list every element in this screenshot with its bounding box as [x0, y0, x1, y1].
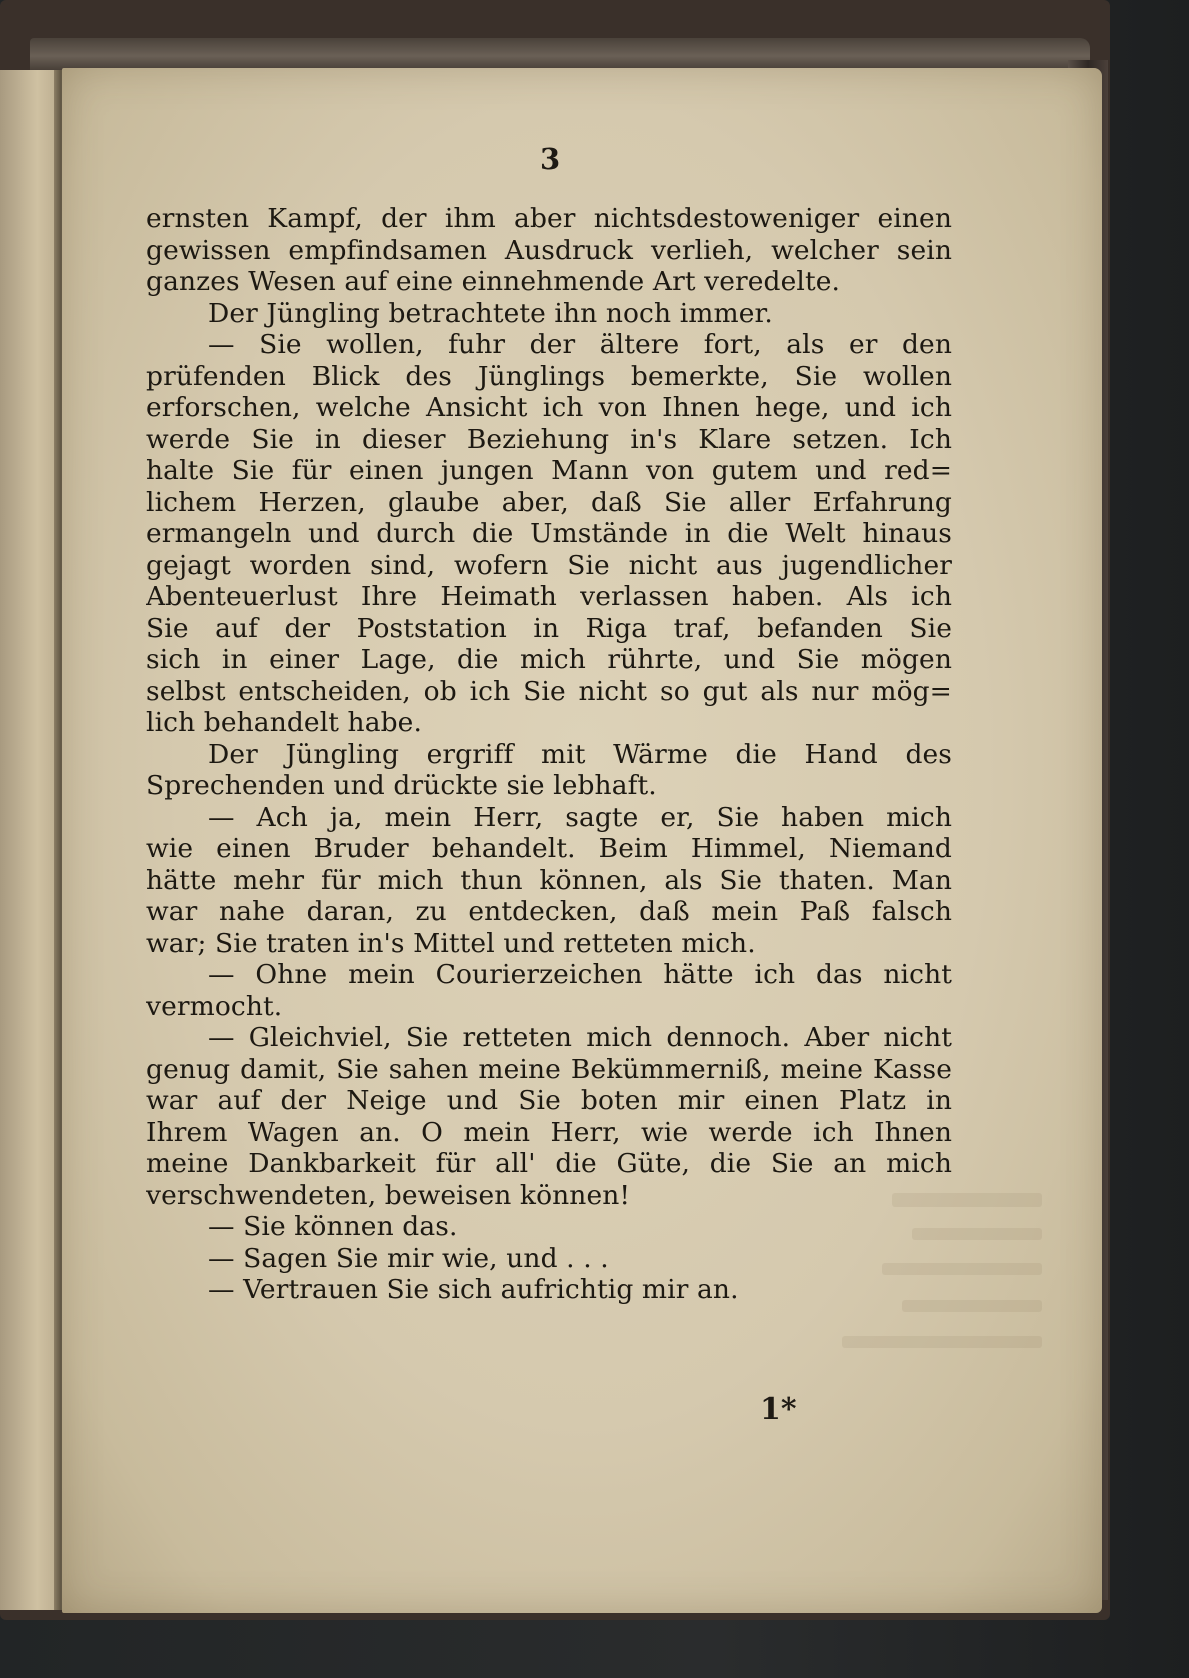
text-line: war nahe daran, zu entdecken, daß mein Paß falsch	[146, 896, 952, 927]
text-line: Ihrem Wagen an. O mein Herr, wie werde ich Ihnen	[146, 1116, 952, 1148]
text-line: sich in einer Lage, die mich rührte, und Sie mögen	[146, 644, 952, 675]
text-line: verschwendeten, beweisen können!	[146, 1179, 631, 1211]
text-line: prüfenden Blick des Jünglings bemerkte, Sie wollen	[146, 360, 952, 392]
text-line: Abenteuerlust Ihre Heimath verlassen haben. Als ich	[146, 581, 952, 612]
text-line: erforschen, welche Ansicht ich von Ihnen hege, und ich	[146, 392, 952, 423]
body-text	[146, 203, 952, 1306]
text-line: wie einen Bruder behandelt. Beim Himmel, Niemand	[146, 833, 952, 864]
text-line: hätte mehr für mich thun können, als Sie thaten. Man	[146, 864, 952, 896]
text-line: Sprechenden und drückte sie lebhaft.	[146, 770, 657, 801]
printer-signature-mark: 1*	[760, 1392, 797, 1427]
text-line: — Sie können das.	[208, 1211, 458, 1242]
text-line: — Ohne mein Courierzeichen hätte ich das nicht	[208, 959, 952, 990]
text-line: gewissen empfindsamen Ausdruck verlieh, welcher sein	[146, 234, 952, 266]
text-line: ermangeln und durch die Umstände in die Welt hinaus	[146, 518, 952, 549]
text-line: Der Jüngling ergriff mit Wärme die Hand des	[208, 738, 952, 770]
text-line: gejagt worden sind, wofern Sie nicht aus jugendlicher	[146, 549, 952, 581]
text-line: Sie auf der Poststation in Riga traf, befanden Sie	[146, 612, 952, 644]
text-line: war; Sie traten in's Mittel und retteten mich.	[146, 927, 756, 959]
text-line: lichem Herzen, glaube aber, daß Sie aller Erfahrung	[146, 486, 952, 518]
text-line: selbst entscheiden, ob ich Sie nicht so gut als nur mög=	[146, 675, 952, 707]
text-line: vermocht.	[146, 990, 283, 1022]
text-line: — Vertrauen Sie sich aufrichtig mir an.	[208, 1274, 739, 1305]
page-number: 3	[540, 142, 561, 176]
text-line: Der Jüngling betrachtete ihn noch immer.	[208, 297, 773, 329]
text-line: meine Dankbarkeit für all' die Güte, die Sie an mich	[146, 1148, 952, 1179]
text-line: werde Sie in dieser Beziehung in's Klare setzen. Ich	[146, 423, 952, 455]
text-line: ernsten Kampf, der ihm aber nichtsdestoweniger einen	[146, 203, 952, 234]
text-line: — Ach ja, mein Herr, sagte er, Sie haben mich	[208, 801, 952, 833]
text-line: ganzes Wesen auf eine einnehmende Art veredelte.	[146, 266, 841, 297]
left-facing-page	[0, 70, 62, 1610]
text-line: — Sagen Sie mir wie, und . . .	[208, 1242, 609, 1274]
text-line: — Sie wollen, fuhr der ältere fort, als er den	[208, 329, 952, 360]
text-line: halte Sie für einen jungen Mann von gutem und red=	[146, 455, 952, 486]
text-line: genug damit, Sie sahen meine Bekümmerniß, meine Kasse	[146, 1053, 952, 1085]
text-line: — Gleichviel, Sie retteten mich dennoch. Aber nicht	[208, 1022, 952, 1053]
text-line: lich behandelt habe.	[146, 707, 422, 738]
text-line: war auf der Neige und Sie boten mir einen Platz in	[146, 1085, 952, 1116]
